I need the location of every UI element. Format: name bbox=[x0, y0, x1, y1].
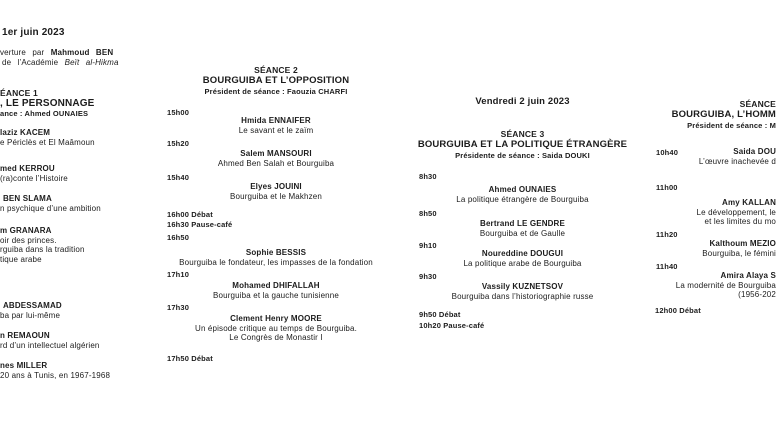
seance1-title: , LE PERSONNAGE bbox=[0, 98, 95, 109]
seance2-label: SÉANCE 2 bbox=[254, 65, 298, 75]
talk-title: ba par lui-même bbox=[0, 310, 61, 320]
speaker-name: Vassily KUZNETSOV bbox=[481, 282, 564, 291]
seance2-talk bbox=[170, 314, 382, 343]
seance2-column bbox=[170, 0, 382, 438]
talk-title: La modernité de Bourguiba bbox=[675, 280, 776, 290]
day2-date: Vendredi 2 juin 2023 bbox=[475, 96, 570, 107]
seance2-talk bbox=[170, 149, 382, 168]
speaker-name: m GRANARA bbox=[0, 226, 52, 235]
speaker-name: Salem MANSOURI bbox=[240, 149, 312, 158]
talk-title: 20 ans à Tunis, en 1967-1968 bbox=[0, 370, 111, 380]
talk-title: Bourguiba, le fémini bbox=[702, 248, 776, 258]
talk-title: Bourguiba le fondateur, les impasses de la fondation bbox=[179, 257, 373, 267]
time-slot-debat: 12h00 Débat bbox=[655, 306, 701, 315]
talk-title: Le développement, le bbox=[696, 207, 776, 217]
opening-speaker-name: Mahmoud BEN bbox=[50, 48, 114, 57]
talk-title: Bourguiba dans l’historiographie russe bbox=[451, 291, 594, 301]
seance4-talk bbox=[600, 198, 776, 227]
time-slot: 10h40 bbox=[656, 148, 679, 157]
time-slot: 9h30 bbox=[419, 272, 437, 281]
speaker-name: Amy KALLAN bbox=[722, 198, 776, 207]
talk-title: tique arabe bbox=[0, 254, 42, 264]
time-slot: 9h10 bbox=[419, 241, 437, 250]
opening-line-1 bbox=[0, 48, 113, 58]
time-slot: 8h50 bbox=[419, 209, 437, 218]
time-slot-pause: 10h20 Pause-café bbox=[419, 321, 485, 330]
seance2-talk bbox=[170, 248, 382, 267]
time-slot: 11h00 bbox=[656, 183, 678, 192]
seance2-talk bbox=[170, 116, 382, 135]
time-slot: 15h20 bbox=[167, 139, 190, 148]
talk-title: oir des princes. bbox=[0, 235, 57, 245]
seance2-talk bbox=[170, 281, 382, 300]
talk-title: Bourguiba et le Makhzen bbox=[230, 191, 322, 201]
talk-title: rguiba dans la tradition bbox=[0, 245, 85, 254]
seance1-talk bbox=[0, 226, 85, 264]
speaker-name: Ahmed OUNAIES bbox=[488, 185, 557, 194]
speaker-name: Sophie BESSIS bbox=[245, 248, 307, 257]
day1-date: 1er juin 2023 bbox=[2, 27, 65, 38]
time-slot: 11h40 bbox=[656, 262, 678, 271]
talk-title: (1956-202 bbox=[738, 290, 776, 299]
talk-title: rd d’un intellectuel algérien bbox=[0, 340, 100, 350]
talk-title: e Périclès et El Maâmoun bbox=[0, 137, 95, 147]
seance1-chair: ance : Ahmed OUNAIES bbox=[0, 109, 89, 118]
opening-line-2 bbox=[2, 58, 119, 68]
talk-title: Le Congrès de Monastir I bbox=[229, 333, 323, 342]
seance2-talk bbox=[170, 182, 382, 201]
seance4-talk bbox=[600, 271, 776, 300]
seance1-talk bbox=[0, 194, 101, 213]
speaker-name: Clement Henry MOORE bbox=[230, 314, 322, 323]
speaker-name: ABDESSAMAD bbox=[3, 301, 62, 310]
seance2-title: BOURGUIBA ET L’OPPOSITION bbox=[202, 75, 350, 86]
seance2-chair: Président de séance : Faouzia CHARFI bbox=[204, 87, 348, 96]
time-slot-debat: 9h50 Débat bbox=[419, 310, 461, 319]
seance1-talk bbox=[0, 361, 110, 380]
time-slot: 8h30 bbox=[419, 172, 437, 181]
seance1-label: ÉANCE 1 bbox=[0, 88, 38, 98]
seance4-talk bbox=[600, 147, 776, 166]
seance4-title: BOURGUIBA, L’HOMM bbox=[671, 109, 776, 120]
time-slot: 17h30 bbox=[167, 303, 190, 312]
seance3-label: SÉANCE 3 bbox=[500, 129, 545, 139]
talk-title: Bourguiba et de Gaulle bbox=[479, 228, 566, 238]
seance4-chair: Président de séance : M bbox=[687, 121, 776, 130]
time-slot: 17h10 bbox=[167, 270, 190, 279]
seance1-talk bbox=[0, 331, 100, 350]
seance4-talk bbox=[600, 239, 776, 258]
speaker-name: Hmida ENNAIFER bbox=[241, 116, 311, 125]
speaker-name: Elyes JOUINI bbox=[250, 182, 302, 191]
talk-title: La politique arabe de Bourguiba bbox=[463, 258, 582, 268]
seance1-talk bbox=[0, 164, 68, 183]
speaker-name: med KERROU bbox=[0, 164, 55, 173]
talk-title: L’œuvre inachevée d bbox=[698, 156, 776, 166]
speaker-name: nes MILLER bbox=[0, 361, 48, 370]
talk-title: Le savant et le zaïm bbox=[238, 125, 314, 135]
seance4-label: SÉANCE bbox=[739, 99, 776, 109]
talk-title: Bourguiba et la gauche tunisienne bbox=[213, 290, 339, 300]
seance1-talk bbox=[0, 301, 62, 320]
seance3-title: BOURGUIBA ET LA POLITIQUE ÉTRANGÈRE bbox=[417, 139, 628, 150]
opening-line2-text: de l’Académie bbox=[2, 58, 59, 67]
speaker-name: BEN SLAMA bbox=[3, 194, 52, 203]
time-slot: 16h50 bbox=[167, 233, 190, 242]
speaker-name: Kalthoum MEZIO bbox=[709, 239, 776, 248]
talk-title: Ahmed Ben Salah et Bourguiba bbox=[217, 158, 335, 168]
time-slot-debat: 16h00 Débat bbox=[167, 210, 213, 219]
speaker-name: Amira Alaya S bbox=[720, 271, 776, 280]
opening-line1-text: verture par bbox=[0, 48, 45, 57]
speaker-name: Bertrand LE GENDRE bbox=[480, 219, 565, 228]
speaker-name: Mohamed DHIFALLAH bbox=[232, 281, 320, 290]
seance1-talk bbox=[0, 128, 95, 147]
opening-academy-name: Beït al-Hikma bbox=[64, 58, 119, 67]
speaker-name: Noureddine DOUGUI bbox=[481, 249, 564, 258]
talk-title: La politique étrangère de Bourguiba bbox=[456, 194, 589, 204]
speaker-name: laziz KACEM bbox=[0, 128, 51, 137]
time-slot: 15h40 bbox=[167, 173, 190, 182]
speaker-name: n REMAOUN bbox=[0, 331, 50, 340]
talk-title: n psychique d’une ambition bbox=[0, 203, 101, 213]
speaker-name: Saida DOU bbox=[733, 147, 776, 156]
time-slot: 11h20 bbox=[656, 230, 678, 239]
seance4-column bbox=[600, 0, 776, 438]
talk-title: Un épisode critique au temps de Bourguiba. bbox=[195, 323, 357, 333]
seance3-chair: Présidente de séance : Saida DOUKI bbox=[455, 151, 590, 160]
talk-title: (ra)conte l’Histoire bbox=[0, 173, 68, 183]
talk-title: et les limites du mo bbox=[704, 217, 776, 226]
time-slot-debat: 17h50 Débat bbox=[167, 354, 213, 363]
time-slot-pause: 16h30 Pause-café bbox=[167, 220, 233, 229]
time-slot: 15h00 bbox=[167, 108, 190, 117]
